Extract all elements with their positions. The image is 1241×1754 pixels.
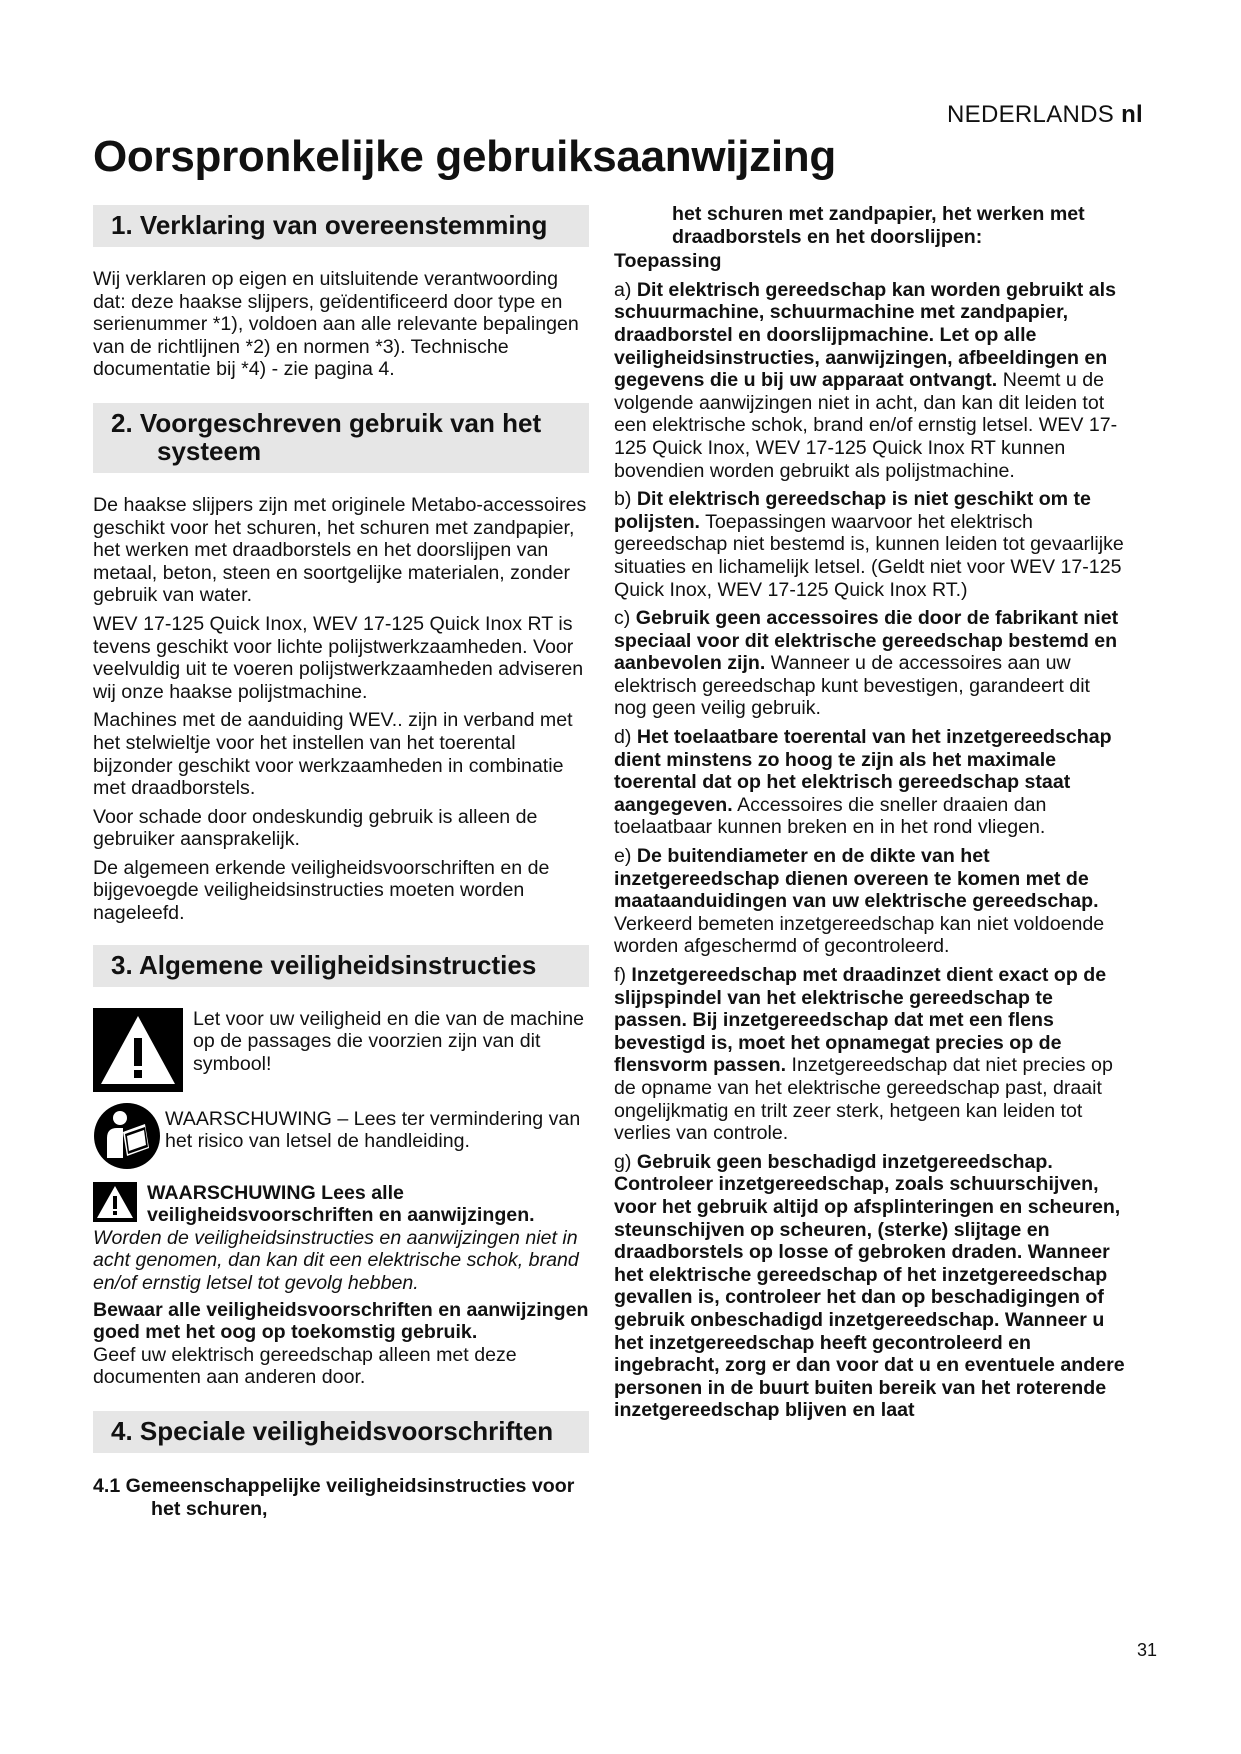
general-warning-block: [93, 1182, 589, 1227]
item-d-text: Accessoires die sneller draaien dan toelaatbaar kunnen breken en in het rond vliegen.: [614, 793, 1047, 839]
read-manual-text: WAARSCHUWING – Lees ter vermindering van het risico van letsel de handleiding.: [165, 1107, 581, 1153]
section-4-header: [93, 1411, 589, 1453]
item-b-label: b): [614, 488, 637, 511]
item-c-label: c): [614, 607, 636, 630]
application-heading: Toepassing: [614, 250, 722, 273]
item-a-label: a): [614, 278, 637, 301]
section-1-header: [93, 205, 589, 247]
item-b: [614, 488, 1126, 601]
warning-symbol-text: Let voor uw veiligheid en die van de machine op de passages die voorzien zijn van dit symbool!: [193, 1007, 585, 1075]
left-column: [93, 205, 589, 1526]
item-g-label: g): [614, 1150, 637, 1173]
section-4-title: 4. Speciale veiligheidsvoorschriften: [111, 1416, 554, 1446]
item-d-bold: Het toelaatbare toerental van het inzetgereedschap dient minstens zo hoog te zijn als het maximale toerental dat op het elektrisch gereedschap staat aangegeven.: [614, 726, 1112, 816]
section-2-para-3: Machines met de aanduiding WEV.. zijn in verband met het stelwieltje voor het instellen van het toerental bijzonder geschikt voor werkzaamheden in combinatie met draadborstels.: [93, 709, 573, 800]
read-manual-icon: [93, 1102, 161, 1170]
section-2-para-2: WEV 17-125 Quick Inox, WEV 17-125 Quick Inox RT is tevens geschikt voor lichte polijstwerkzaamheden. Voor veelvuldig uit te voeren polijstwerkzaamheden adviseren wij onze haakse polijstmachine.: [93, 612, 584, 703]
item-g-bold: Gebruik geen beschadigd inzetgereedschap. Controleer inzetgereedschap, zoals schuurschijven, voor het gebruik altijd op afsplinteringen en scheuren, steunschijven op scheuren, (sterke) slijtage en draadborstels op losse of gebroken draden. Wanneer het elektrische gereedschap of het inzetgereedschap gevallen is, controleer het dan op beschadigingen of gebruik onbeschadigd inzetgereedschap. Wanneer u het inzetgereedschap heeft gecontroleerd en ingebracht, zorg er dan voor dat u en eventuele andere personen in de buurt buiten bereik van het roterende inzetgereedschap blijven en laat: [614, 1150, 1125, 1422]
item-b-bold: Dit elektrisch gereedschap is niet geschikt om te polijsten.: [614, 488, 1091, 533]
page-title: Oorspronkelijke gebruiksaanwijzing: [93, 132, 836, 181]
general-warning-heading: WAARSCHUWING Lees alle veiligheidsvoorschriften en aanwijzingen.: [147, 1181, 535, 1227]
section-3-header: [93, 945, 589, 987]
item-g: [614, 1151, 1126, 1422]
language-code: nl: [1121, 101, 1143, 128]
item-e-label: e): [614, 845, 637, 868]
section-2-para-1: De haakse slijpers zijn met originele Metabo-accessoires geschikt voor het schuren, het schuren met zandpapier, het werken met draadborstels en het doorslijpen van metaal, beton, steen en soortgelijke materialen, zonder gebruik van water.: [93, 493, 587, 607]
section-2-para-5: De algemeen erkende veiligheidsvoorschriften en de bijgevoegde veiligheidsinstructies moeten worden nageleefd.: [93, 856, 550, 925]
item-b-text: Toepassingen waarvoor het elektrisch gereedschap niet bestemd is, kunnen leiden tot gevaarlijke situaties en lichamelijk letsel. (Geldt niet voor WEV 17-125 Quick Inox, WEV 17-125 Quick Inox RT.): [614, 510, 1124, 601]
small-warning-triangle-icon: [93, 1182, 137, 1222]
read-manual-row: [93, 1102, 589, 1170]
language-label: NEDERLANDS: [947, 101, 1115, 128]
item-d: [614, 726, 1126, 839]
right-column: [614, 203, 1126, 1428]
section-1-text: Wij verklaren op eigen en uitsluitende verantwoording dat: deze haakse slijpers, geïdentificeerd door type en serienummer *1), voldoen aan alle relevante bepalingen van de richtlijnen *2) en normen *3). Technische documentatie bij *4) - zie pagina 4.: [93, 268, 579, 381]
section-2-para-4: Voor schade door ondeskundig gebruik is alleen de gebruiker aansprakelijk.: [93, 805, 538, 851]
warning-symbol-row: [93, 1008, 589, 1092]
section-4-1-continued: het schuren met zandpapier, het werken met draadborstels en het doorslijpen:: [672, 203, 1085, 248]
item-e-text: Verkeerd bemeten inzetgereedschap kan niet voldoende worden afgeschermd of gecontroleerd.: [614, 912, 1105, 958]
language-header: [947, 101, 1143, 129]
section-2-header: [93, 403, 589, 473]
item-d-label: d): [614, 726, 637, 749]
item-a: [614, 279, 1126, 482]
keep-instructions-text: Geef uw elektrisch gereedschap alleen met deze documenten aan anderen door.: [93, 1343, 517, 1389]
item-f-label: f): [614, 964, 632, 986]
item-e-bold: De buitendiameter en de dikte van het inzetgereedschap dienen overeen te komen met de maataanduidingen van uw elektrische gereedschap.: [614, 845, 1099, 913]
item-c: [614, 607, 1126, 720]
keep-instructions-heading: Bewaar alle veiligheidsvoorschriften en aanwijzingen goed met het oog op toekomstig gebruik.: [93, 1298, 589, 1344]
section-2-title: 2. Voorgeschreven gebruik van het systeem: [111, 407, 542, 466]
item-a-bold: Dit elektrisch gereedschap kan worden gebruikt als schuurmachine, schuurmachine met zandpapier, draadborstel en doorslijpmachine. Let op alle veiligheidsinstructies, aanwijzingen, afbeeldingen en gegevens die u bij uw apparaat ontvangt.: [614, 278, 1116, 392]
item-c-text: Wanneer u de accessoires aan uw elektrisch gereedschap kunt bevestigen, garandeert dit nog geen veilig gebruik.: [614, 652, 1090, 720]
item-f-text: Inzetgereedschap dat niet precies op de opname van het elektrische gereedschap past, draait ongelijkmatig en trilt zeer sterk, hetgeen kan leiden tot verlies van controle.: [614, 1054, 1113, 1145]
item-c-bold: Gebruik geen accessoires die door de fabrikant niet speciaal voor dit elektrische gereedschap bestemd en aanbevolen zijn.: [614, 607, 1119, 675]
warning-triangle-icon: [93, 1008, 183, 1092]
item-e: [614, 845, 1126, 958]
item-a-text: Neemt u de volgende aanwijzingen niet in acht, dan kan dit leiden tot een elektrische schok, brand en/of ernstig letsel. WEV 17-125 Quick Inox, WEV 17-125 Quick Inox RT kunnen bovendien worden gebruikt als polijstmachine.: [614, 369, 1118, 482]
section-3-title: 3. Algemene veiligheidsinstructies: [111, 949, 537, 980]
item-f: [614, 964, 1126, 1145]
section-4-1-title: 4.1 Gemeenschappelijke veiligheidsinstructies voor het schuren,: [93, 1475, 575, 1520]
general-warning-italic: Worden de veiligheidsinstructies en aanwijzingen niet in acht genomen, dan kan dit een elektrische schok, brand en/of ernstig letsel tot gevolg hebben.: [93, 1226, 579, 1295]
section-1-title: 1. Verklaring van overeenstemming: [111, 210, 548, 240]
item-f-bold: Inzetgereedschap met draadinzet dient exact op de slijpspindel van het elektrische gereedschap te passen. Bij inzetgereedschap dat met een flens bevestigd is, moet het opnamegat precies op de flensvorm passen.: [614, 964, 1107, 1077]
page-number: 31: [1137, 1640, 1158, 1660]
